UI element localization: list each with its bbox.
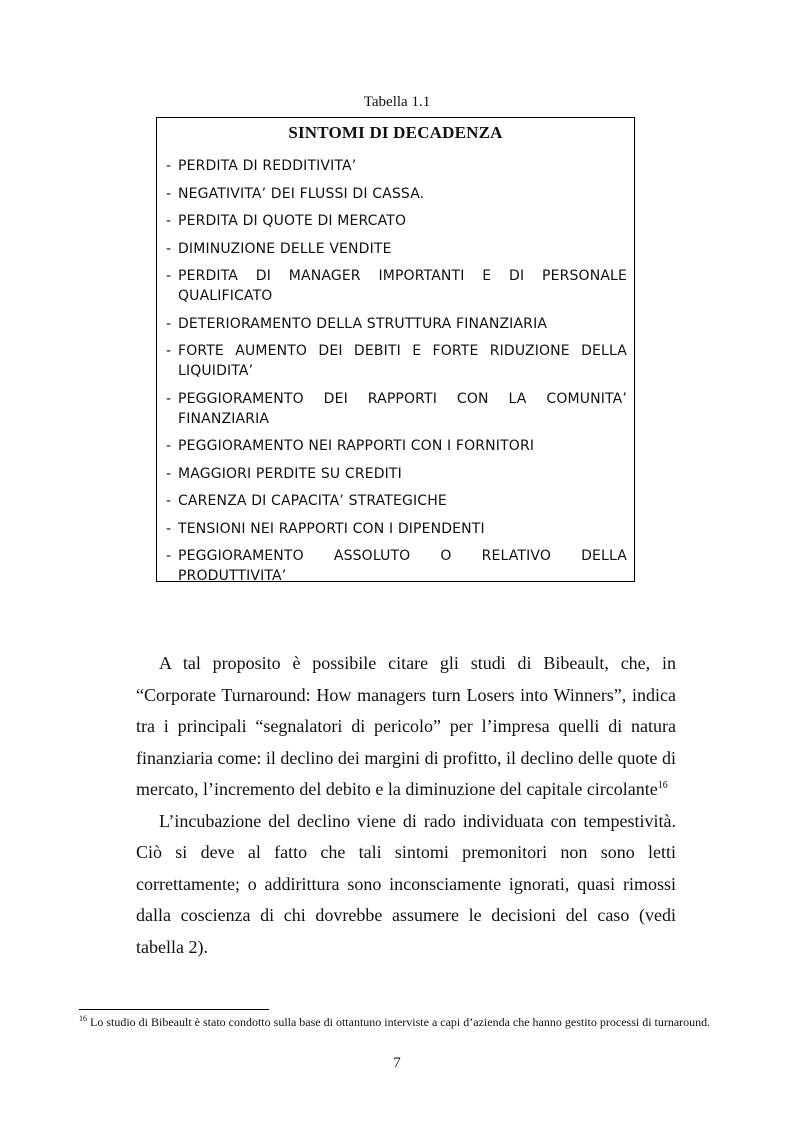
list-bullet: - [166,213,172,229]
page-number: 7 [393,1055,401,1071]
list-item: - PEGGIORAMENTO DEI RAPPORTI CON LA COMUNITA’ FINANZIARIA [166,390,627,427]
paragraph: A tal proposito è possibile citare gli studi di Bibeault, che, in “Corporate Turnaround: How managers turn Losers into Winners”, indica tra i principali “segnalatori di pericolo” per l’impresa quelli di natura finanziaria come: il declino dei margini di profitto, il declino delle quote di mercato, l’incremento del debito e la diminuzione del capitale circolante$^{16}$ [136,653,677,799]
list-bullet: - [166,493,172,509]
list-item: - PEGGIORAMENTO ASSOLUTO O RELATIVO DELLA PRODUTTIVITA’ [166,548,627,584]
list-bullet: - [166,240,172,257]
list-item: - PEGGIORAMENTO NEI RAPPORTI CON I FORNITORI [166,438,535,454]
table-caption: Tabella 1.1 [363,94,431,110]
list-bullet: - [166,268,172,284]
list-item: - PERDITA DI QUOTE DI MERCATO [166,213,407,229]
list-bullet: - [166,315,172,332]
list-item: - PERDITA DI REDDITIVITA’ [166,158,357,174]
list-bullet: - [166,390,172,407]
list-bullet: - [166,343,172,359]
list-item: - DIMINUZIONE DELLE VENDITE [166,240,392,257]
list-item: - TENSIONI NEI RAPPORTI CON I DIPENDENTI [166,520,485,537]
footnote-text: Lo studio di Bibeault è stato condotto sulla base di ottantuno interviste a capi d’azienda che hanno gestito processi di turnaround. [87,1015,711,1029]
symptoms-table [156,117,635,582]
list-bullet: - [166,520,172,537]
paragraph: L’incubazione del declino viene di rado individuata con tempestività. Ciò si deve al fatto che tali sintomi premonitori non sono letti correttamente; o addirittura sono inconsciamente ignorati, quasi rimossi dalla coscienza di chi dovrebbe assumere le decisioni del caso (vedi tabella 2). [136,810,676,957]
list-item: - CARENZA DI CAPACITA’ STRATEGICHE [166,493,447,509]
list-item: - FORTE AUMENTO DEI DEBITI E FORTE RIDUZIONE DELLA LIQUIDITA’ [166,343,627,379]
list-bullet: - [166,185,172,202]
list-item: - PERDITA DI MANAGER IMPORTANTI E DI PERSONALE QUALIFICATO [166,268,627,304]
list-bullet: - [166,548,172,564]
list-bullet: - [166,158,172,174]
table-title: SINTOMI DI DECADENZA [288,123,503,142]
list-item: - NEGATIVITA’ DEI FLUSSI DI CASSA. [166,185,425,202]
footnote-reference[interactable]: 16 [657,780,668,791]
list-bullet: - [166,465,172,482]
list-item: - MAGGIORI PERDITE SU CREDITI [166,465,402,482]
footnote [79,1015,717,1030]
footnote-number: 16 [79,1014,87,1023]
footnote-divider [79,1009,269,1010]
list-item: - DETERIORAMENTO DELLA STRUTTURA FINANZIARIA [166,315,548,332]
symptoms-list [166,156,627,594]
body-text [136,648,676,963]
list-bullet: - [166,438,172,454]
